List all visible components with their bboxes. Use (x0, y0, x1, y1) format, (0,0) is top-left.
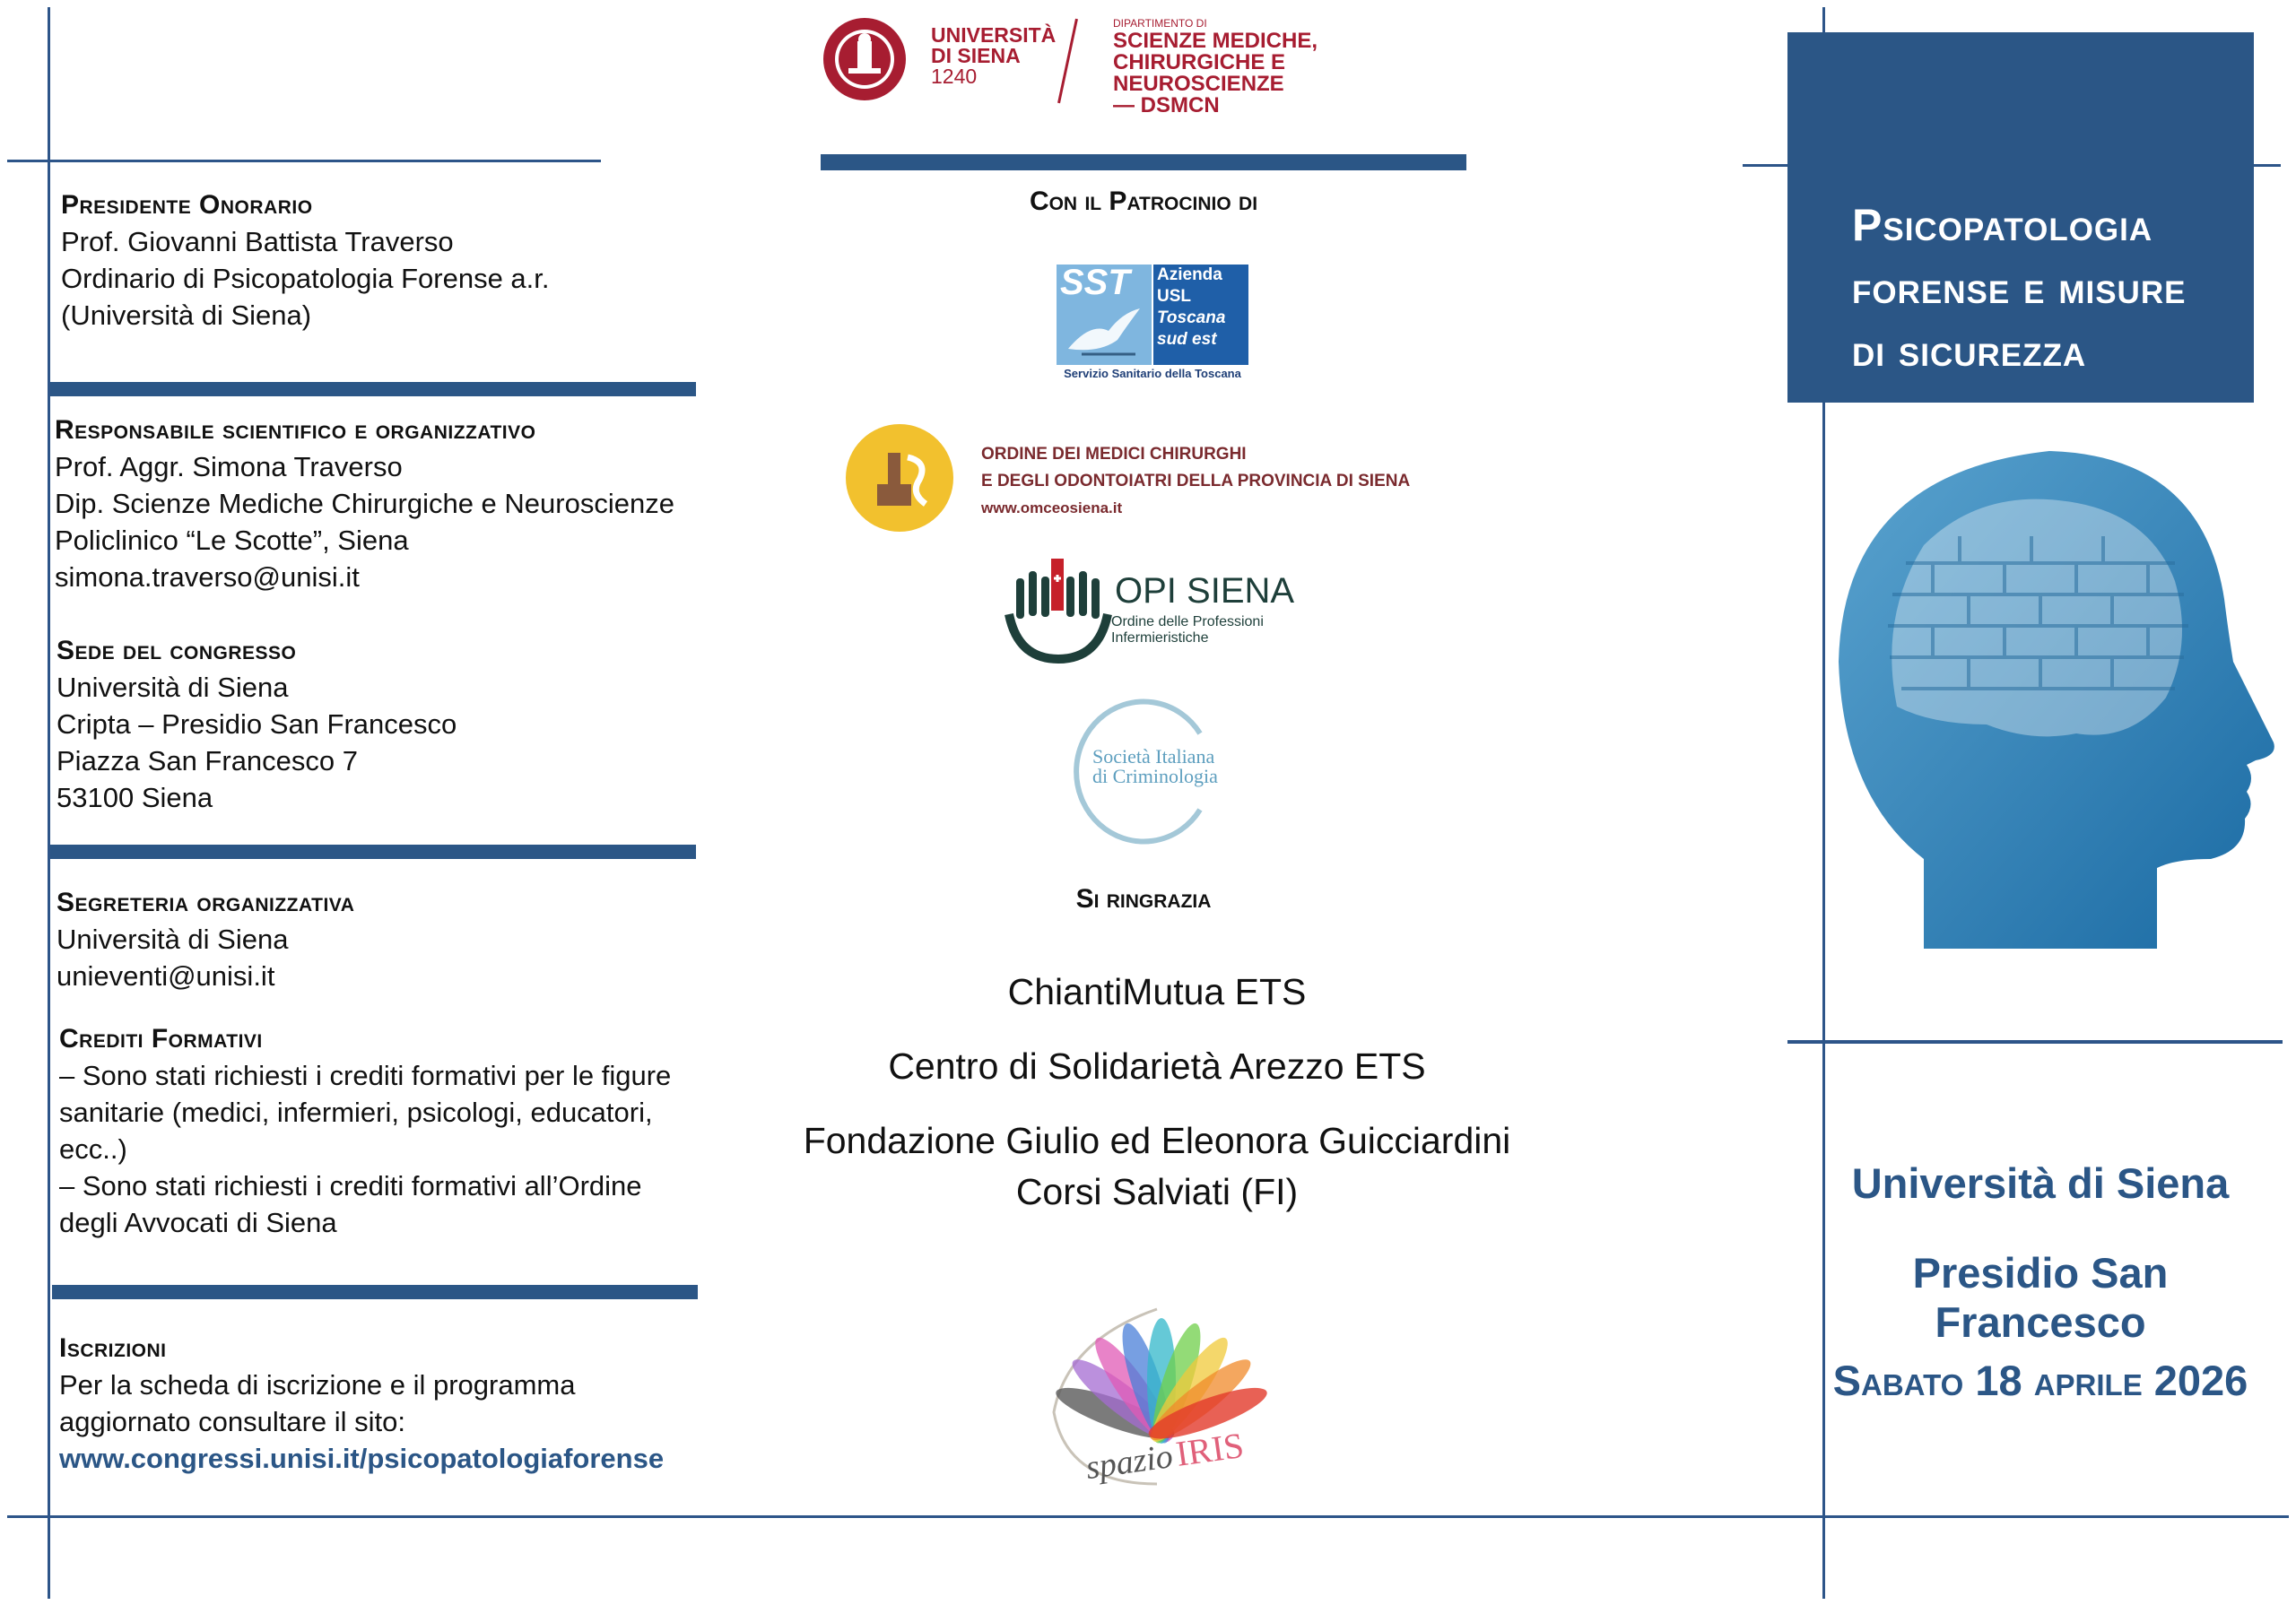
opi-line: Infermieristiche (1111, 630, 1209, 646)
asl-toscana-logo (1057, 265, 1248, 386)
sede-line: 53100 Siena (57, 782, 213, 813)
responsabile-line: Policlinico “Le Scotte”, Siena (55, 525, 409, 556)
bird-icon (1064, 304, 1144, 358)
asl-caption: Servizio Sanitario della Toscana (1064, 367, 1241, 380)
omceo-logo (843, 421, 1471, 538)
presidente-line: Ordinario di Psicopatologia Forense a.r. (61, 263, 550, 294)
responsabile-heading: Responsabile scientifico e organizzativo (55, 415, 536, 445)
iscrizioni-line: aggiornato consultare il sito: (59, 1406, 406, 1437)
sic-line: di Criminologia (1092, 765, 1218, 787)
opi-line: Ordine delle Professioni (1111, 614, 1264, 629)
event-title-line: di sicurezza (1852, 325, 2087, 376)
sede-section (57, 632, 457, 816)
unisi-seal-icon (822, 16, 908, 102)
responsabile-line: Prof. Aggr. Simona Traverso (55, 451, 403, 482)
responsabile-section (55, 412, 674, 595)
crediti-section (59, 1020, 671, 1241)
unisi-name-line2: DI SIENA (931, 44, 1021, 67)
sst-badge: SST (1060, 263, 1130, 302)
sic-line: Società Italiana (1092, 745, 1215, 768)
patrocinio-heading: Con il Patrocinio di (1029, 187, 1258, 216)
brain-head-illustration (1825, 438, 2292, 949)
segreteria-line: Università di Siena (57, 924, 289, 955)
sede-line: Università di Siena (57, 672, 289, 703)
sede-heading: Sede del congresso (57, 636, 297, 665)
dept-label: DIPARTIMENTO DI (1113, 17, 1207, 30)
opi-siena-logo (1000, 551, 1305, 668)
iscrizioni-section (59, 1330, 664, 1477)
dept-line1: SCIENZE MEDICHE, (1113, 29, 1318, 53)
left-bar-1 (50, 382, 696, 396)
presidente-line: Prof. Giovanni Battista Traverso (61, 226, 454, 257)
sede-line: Cripta – Presidio San Francesco (57, 708, 457, 740)
center-top-bar (821, 154, 1466, 170)
sede-line: Piazza San Francesco 7 (57, 745, 359, 776)
top-left-rule (7, 160, 601, 162)
responsabile-email[interactable]: simona.traverso@unisi.it (55, 561, 360, 593)
crediti-line: degli Avvocati di Siena (59, 1207, 337, 1238)
right-divider (1787, 1040, 2283, 1044)
logo-slash (1057, 19, 1078, 104)
iscrizioni-heading: Iscrizioni (59, 1333, 167, 1363)
thanks-item: Fondazione Giulio ed Eleonora Guicciardini (803, 1120, 1511, 1161)
unisi-logo (822, 16, 1449, 117)
asl-line: sud est (1157, 330, 1217, 349)
ringrazia-heading: Si ringrazia (1075, 884, 1212, 914)
iris-word-spazio: spazio (1083, 1436, 1176, 1488)
unisi-year: 1240 (931, 65, 978, 88)
venue-university: Università di Siena (1851, 1159, 2230, 1207)
crediti-line: ecc..) (59, 1133, 127, 1165)
event-date: Sabato 18 aprile 2026 (1832, 1357, 2248, 1404)
crediti-line: – Sono stati richiesti i crediti formativi per le figure (59, 1060, 672, 1091)
presidente-line: (Università di Siena) (61, 299, 312, 331)
presidente-heading: Presidente Onorario (61, 190, 313, 220)
dept-line2: CHIRURGICHE E NEUROSCIENZE (1113, 50, 1286, 96)
omceo-emblem-icon (843, 421, 956, 534)
omceo-url[interactable]: www.omceosiena.it (981, 499, 1123, 516)
venue-presidio: Presidio San Francesco (1912, 1249, 2169, 1346)
segreteria-section (57, 884, 354, 994)
event-title-line: Psicopatologia (1852, 200, 2153, 250)
bottom-rule (7, 1515, 2289, 1518)
asl-line: USL (1157, 287, 1191, 306)
hands-icon (1000, 551, 1117, 668)
event-title-line: forense e misure (1852, 263, 2187, 313)
thanks-item: Corsi Salviati (FI) (1015, 1171, 1299, 1212)
segreteria-email[interactable]: unieventi@unisi.it (57, 960, 275, 992)
unisi-name-line1: UNIVERSITÀ (931, 23, 1057, 47)
iscrizioni-link[interactable]: www.congressi.unisi.it/psicopatologiaforense (59, 1443, 665, 1474)
sic-logo (1067, 698, 1247, 846)
spazio-iris-logo (1049, 1305, 1274, 1493)
responsabile-line: Dip. Scienze Mediche Chirurgiche e Neuroscienze (55, 488, 674, 519)
dept-line3: — DSMCN (1113, 93, 1220, 117)
iscrizioni-line: Per la scheda di iscrizione e il programma (59, 1369, 576, 1401)
presidente-section (61, 187, 550, 334)
left-bar-3 (52, 1285, 698, 1299)
thanks-item: ChiantiMutua ETS (1007, 971, 1307, 1012)
asl-line: Toscana (1157, 308, 1226, 327)
opi-name: OPI SIENA (1115, 571, 1295, 611)
event-title-box (1787, 32, 2254, 403)
left-vertical-rule (48, 7, 50, 1599)
segreteria-heading: Segreteria organizzativa (57, 888, 355, 917)
crediti-line: – Sono stati richiesti i crediti formativi all’Ordine (59, 1170, 642, 1202)
omceo-line: E DEGLI ODONTOIATRI DELLA PROVINCIA DI SIENA (981, 472, 1411, 490)
thanks-item: Centro di Solidarietà Arezzo ETS (888, 1045, 1426, 1087)
omceo-line: ORDINE DEI MEDICI CHIRURGHI (981, 445, 1247, 464)
left-bar-2 (50, 845, 696, 859)
asl-line: Azienda (1157, 265, 1222, 284)
crediti-heading: Crediti Formativi (59, 1024, 263, 1054)
crediti-line: sanitarie (medici, infermieri, psicologi, educatori, (59, 1097, 653, 1128)
iris-word-iris: IRIS (1173, 1424, 1247, 1474)
